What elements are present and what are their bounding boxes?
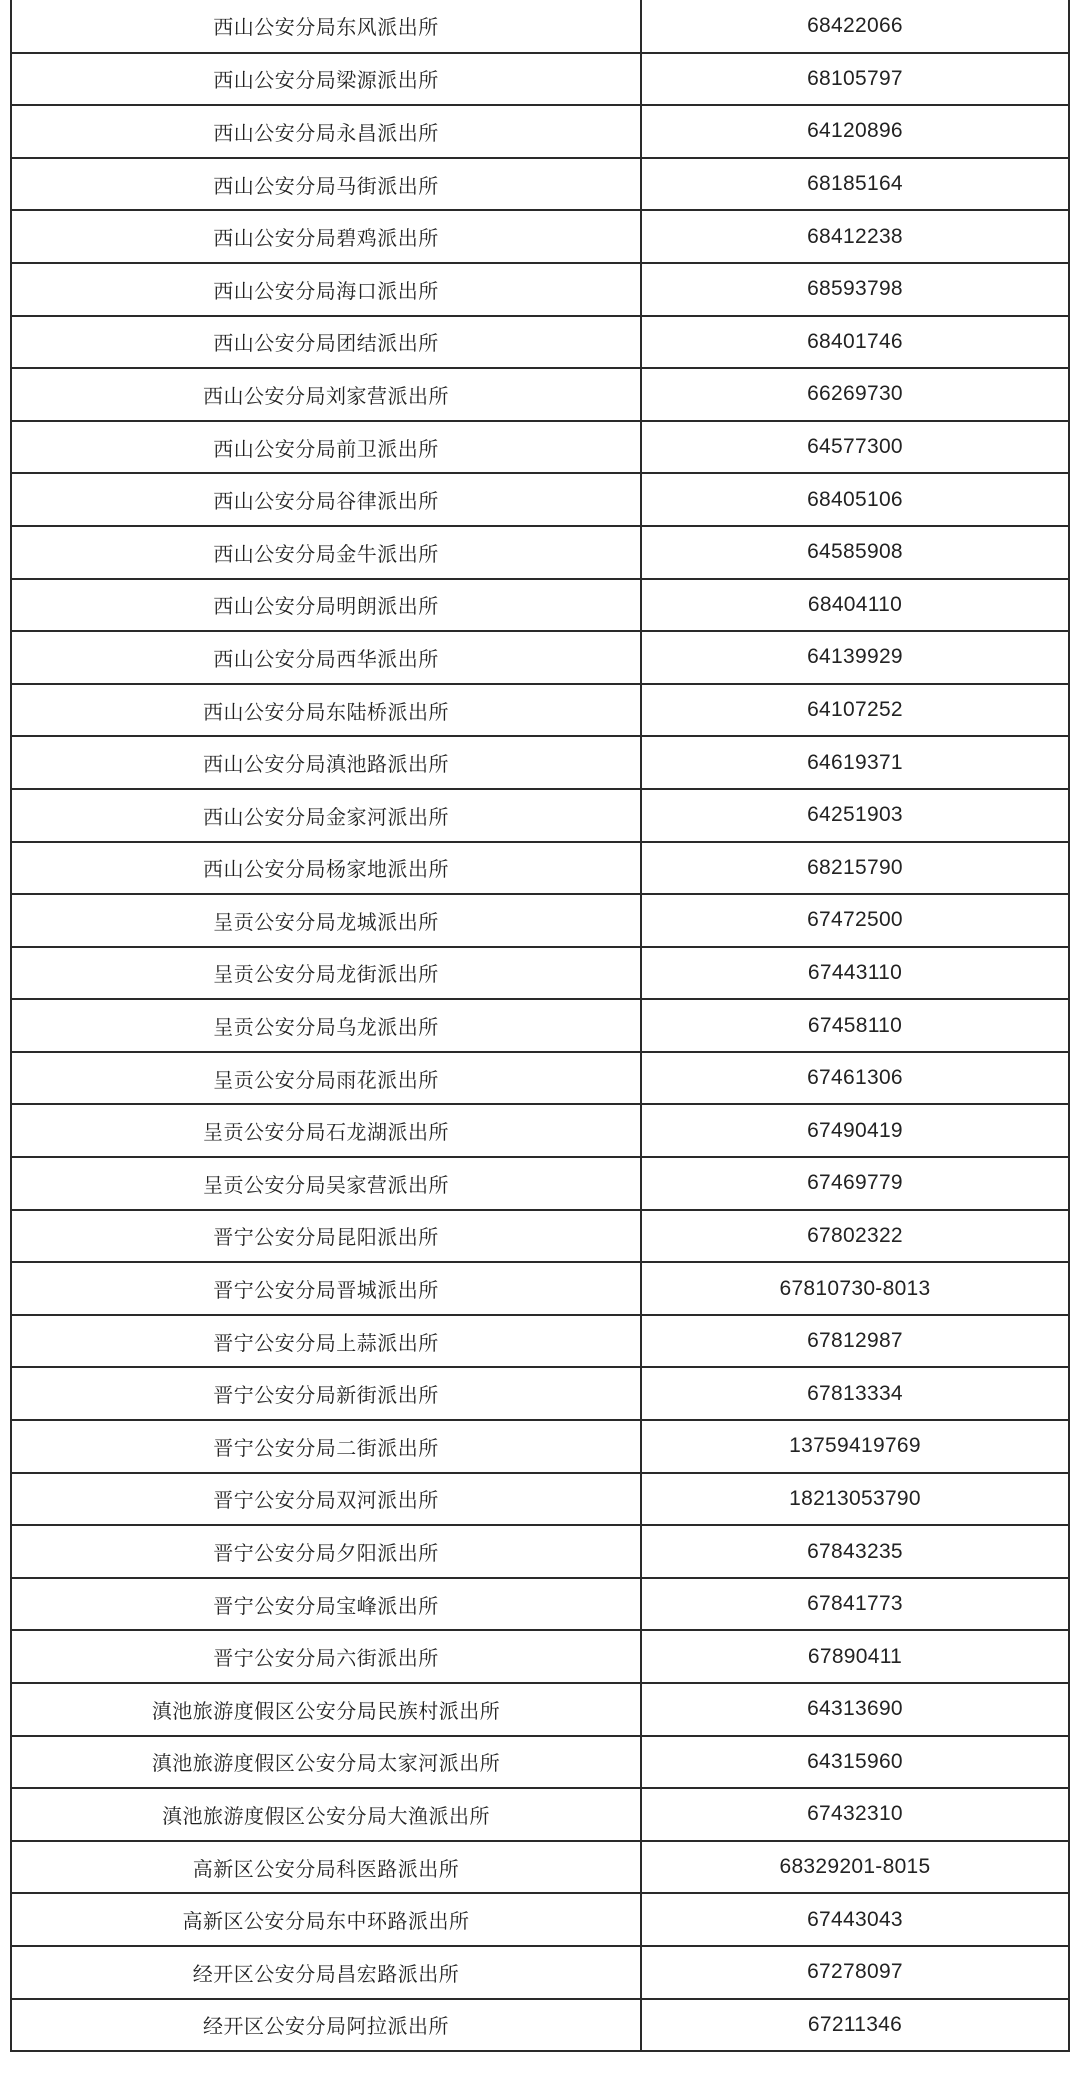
table-row <box>11 1525 1069 1578</box>
table-row <box>11 158 1069 211</box>
station-name-cell: 西山公安分局谷律派出所 <box>11 473 641 526</box>
phone-number-cell: 67461306 <box>641 1052 1069 1105</box>
station-name-cell: 呈贡公安分局龙街派出所 <box>11 947 641 1000</box>
table-row <box>11 105 1069 158</box>
station-name-cell: 西山公安分局刘家营派出所 <box>11 368 641 421</box>
phone-number-cell: 67469779 <box>641 1157 1069 1210</box>
station-name-cell: 晋宁公安分局上蒜派出所 <box>11 1315 641 1368</box>
police-station-directory <box>10 0 1068 2052</box>
table-row <box>11 736 1069 789</box>
phone-number-cell: 67432310 <box>641 1788 1069 1841</box>
phone-number-cell: 67813334 <box>641 1367 1069 1420</box>
table-row <box>11 1999 1069 2052</box>
station-name-cell: 西山公安分局梁源派出所 <box>11 53 641 106</box>
station-name-cell: 晋宁公安分局夕阳派出所 <box>11 1525 641 1578</box>
phone-number-cell: 64313690 <box>641 1683 1069 1736</box>
table-row <box>11 1946 1069 1999</box>
station-name-cell: 滇池旅游度假区公安分局太家河派出所 <box>11 1736 641 1789</box>
table-row <box>11 1367 1069 1420</box>
table-row <box>11 53 1069 106</box>
table-row <box>11 894 1069 947</box>
station-name-cell: 晋宁公安分局晋城派出所 <box>11 1262 641 1315</box>
station-name-cell: 晋宁公安分局宝峰派出所 <box>11 1578 641 1631</box>
phone-number-cell: 67278097 <box>641 1946 1069 1999</box>
phone-table <box>10 0 1070 2052</box>
table-row <box>11 0 1069 53</box>
phone-number-cell: 64251903 <box>641 789 1069 842</box>
station-name-cell: 西山公安分局西华派出所 <box>11 631 641 684</box>
phone-number-cell: 68329201-8015 <box>641 1841 1069 1894</box>
table-row <box>11 1157 1069 1210</box>
phone-number-cell: 68401746 <box>641 316 1069 369</box>
station-name-cell: 西山公安分局碧鸡派出所 <box>11 210 641 263</box>
table-row <box>11 947 1069 1000</box>
station-name-cell: 西山公安分局东陆桥派出所 <box>11 684 641 737</box>
station-name-cell: 呈贡公安分局雨花派出所 <box>11 1052 641 1105</box>
table-row <box>11 1210 1069 1263</box>
phone-number-cell: 67812987 <box>641 1315 1069 1368</box>
phone-number-cell: 64120896 <box>641 105 1069 158</box>
station-name-cell: 晋宁公安分局昆阳派出所 <box>11 1210 641 1263</box>
table-row <box>11 526 1069 579</box>
phone-number-cell: 66269730 <box>641 368 1069 421</box>
table-body <box>11 0 1069 2051</box>
table-row <box>11 1420 1069 1473</box>
station-name-cell: 高新区公安分局东中环路派出所 <box>11 1893 641 1946</box>
table-row <box>11 1052 1069 1105</box>
station-name-cell: 经开区公安分局昌宏路派出所 <box>11 1946 641 1999</box>
phone-number-cell: 67211346 <box>641 1999 1069 2052</box>
table-row <box>11 1315 1069 1368</box>
table-row <box>11 1788 1069 1841</box>
station-name-cell: 西山公安分局永昌派出所 <box>11 105 641 158</box>
table-row <box>11 368 1069 421</box>
table-row <box>11 999 1069 1052</box>
phone-number-cell: 13759419769 <box>641 1420 1069 1473</box>
phone-number-cell: 67443110 <box>641 947 1069 1000</box>
station-name-cell: 晋宁公安分局双河派出所 <box>11 1473 641 1526</box>
table-row <box>11 1473 1069 1526</box>
station-name-cell: 呈贡公安分局石龙湖派出所 <box>11 1104 641 1157</box>
phone-number-cell: 67443043 <box>641 1893 1069 1946</box>
phone-number-cell: 67843235 <box>641 1525 1069 1578</box>
table-row <box>11 1578 1069 1631</box>
phone-number-cell: 67472500 <box>641 894 1069 947</box>
phone-number-cell: 68404110 <box>641 579 1069 632</box>
station-name-cell: 西山公安分局东风派出所 <box>11 0 641 53</box>
station-name-cell: 西山公安分局明朗派出所 <box>11 579 641 632</box>
phone-number-cell: 68105797 <box>641 53 1069 106</box>
phone-number-cell: 67490419 <box>641 1104 1069 1157</box>
table-row <box>11 316 1069 369</box>
table-row <box>11 1736 1069 1789</box>
station-name-cell: 晋宁公安分局二街派出所 <box>11 1420 641 1473</box>
phone-number-cell: 64315960 <box>641 1736 1069 1789</box>
phone-number-cell: 67841773 <box>641 1578 1069 1631</box>
station-name-cell: 西山公安分局马街派出所 <box>11 158 641 211</box>
station-name-cell: 滇池旅游度假区公安分局大渔派出所 <box>11 1788 641 1841</box>
table-row <box>11 684 1069 737</box>
phone-number-cell: 18213053790 <box>641 1473 1069 1526</box>
table-row <box>11 631 1069 684</box>
table-row <box>11 1893 1069 1946</box>
table-row <box>11 1104 1069 1157</box>
phone-number-cell: 68412238 <box>641 210 1069 263</box>
station-name-cell: 经开区公安分局阿拉派出所 <box>11 1999 641 2052</box>
phone-number-cell: 68185164 <box>641 158 1069 211</box>
phone-number-cell: 68593798 <box>641 263 1069 316</box>
station-name-cell: 晋宁公安分局新街派出所 <box>11 1367 641 1420</box>
phone-number-cell: 64619371 <box>641 736 1069 789</box>
station-name-cell: 西山公安分局前卫派出所 <box>11 421 641 474</box>
phone-number-cell: 68422066 <box>641 0 1069 53</box>
table-row <box>11 1841 1069 1894</box>
phone-number-cell: 67890411 <box>641 1630 1069 1683</box>
table-row <box>11 789 1069 842</box>
table-row <box>11 842 1069 895</box>
station-name-cell: 滇池旅游度假区公安分局民族村派出所 <box>11 1683 641 1736</box>
table-row <box>11 263 1069 316</box>
table-row <box>11 473 1069 526</box>
phone-number-cell: 68405106 <box>641 473 1069 526</box>
table-row <box>11 421 1069 474</box>
table-row <box>11 1683 1069 1736</box>
table-row <box>11 579 1069 632</box>
phone-number-cell: 67802322 <box>641 1210 1069 1263</box>
phone-number-cell: 64577300 <box>641 421 1069 474</box>
phone-number-cell: 68215790 <box>641 842 1069 895</box>
station-name-cell: 西山公安分局金牛派出所 <box>11 526 641 579</box>
phone-number-cell: 67810730-8013 <box>641 1262 1069 1315</box>
phone-number-cell: 67458110 <box>641 999 1069 1052</box>
phone-number-cell: 64585908 <box>641 526 1069 579</box>
station-name-cell: 西山公安分局杨家地派出所 <box>11 842 641 895</box>
station-name-cell: 西山公安分局海口派出所 <box>11 263 641 316</box>
phone-number-cell: 64107252 <box>641 684 1069 737</box>
table-row <box>11 1630 1069 1683</box>
station-name-cell: 高新区公安分局科医路派出所 <box>11 1841 641 1894</box>
station-name-cell: 呈贡公安分局龙城派出所 <box>11 894 641 947</box>
phone-number-cell: 64139929 <box>641 631 1069 684</box>
station-name-cell: 呈贡公安分局吴家营派出所 <box>11 1157 641 1210</box>
table-row <box>11 210 1069 263</box>
station-name-cell: 呈贡公安分局乌龙派出所 <box>11 999 641 1052</box>
table-row <box>11 1262 1069 1315</box>
station-name-cell: 西山公安分局金家河派出所 <box>11 789 641 842</box>
station-name-cell: 西山公安分局团结派出所 <box>11 316 641 369</box>
station-name-cell: 晋宁公安分局六街派出所 <box>11 1630 641 1683</box>
station-name-cell: 西山公安分局滇池路派出所 <box>11 736 641 789</box>
